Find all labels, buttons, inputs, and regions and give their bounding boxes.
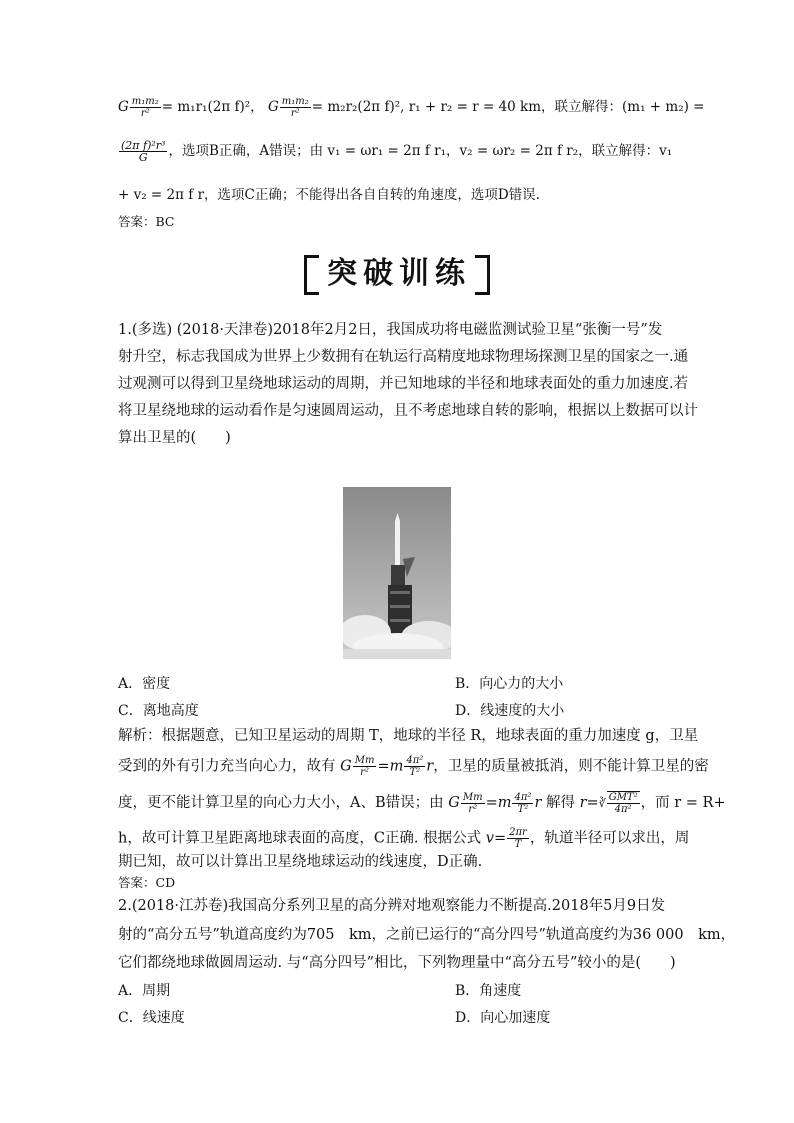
section-banner xyxy=(0,248,794,295)
q1-option-d: D．线速度的大小 xyxy=(455,703,565,719)
q1-analysis-1: 解析：根据题意，已知卫星运动的周期 T，地球的半径 R，地球表面的重力加速度 g，卫星 xyxy=(118,728,699,744)
formula-fraction: $\frac{\text{(2π f)²r³}}{G}$ xyxy=(121,139,166,164)
bracket-right-icon xyxy=(475,255,490,295)
solution-line-1: G $\frac{\text{m₁m₂}}{\text{r²}}$ = m₁r₁(2π f)²， G $\frac{\text{m₁m₂}}{\text{r²}}$ = m₂r₂(2π f)², r₁ + r₂ = r = 40 km，联立解得：(m₁ + m₂) = xyxy=(118,96,705,119)
q1-line-2: 射升空，标志我国成为世界上少数拥有在轨运行高精度地球物理场探测卫星的国家之一.通 xyxy=(118,349,689,365)
q2-option-b: B．角速度 xyxy=(455,983,522,999)
q2-line-2: 射的“高分五号”轨道高度约为705 km，之前已运行的“高分四号”轨道高度约为36 000 km， xyxy=(118,927,736,943)
formula-fraction: $\frac{\text{m₁m₂}}{\text{r²}}$ xyxy=(131,96,159,119)
q1-analysis-3: 度，更不能计算卫星的向心力大小，A、B错误；由 G $\frac{Mm}{\text{r²}}$ =m $\frac{\text{4π²}}{\text{T²}}$ r 解得 r=∛ $\frac{\text{GMT²}}{\text{4π²}}$ ，而 r = R+ xyxy=(118,791,726,815)
formula-fraction: $\frac{\text{GMT²}}{\text{4π²}}$ xyxy=(608,792,638,815)
q1-line-5: 算出卫星的( ) xyxy=(118,430,231,446)
answer-bc: 答案：BC xyxy=(118,214,175,229)
formula-fraction: $\frac{Mm}{\text{r²}}$ xyxy=(354,755,375,778)
q1-line-1: 1.(多选) (2018·天津卷)2018年2月2日，我国成功将电磁监测试验卫星“张衡一号”发 xyxy=(118,322,663,338)
solution-line-2: $\frac{\text{(2π f)²r³}}{G}$ ，选项B正确，A错误；由 v₁ = ωr₁ = 2π f r₁，v₂ = ωr₂ = 2π f r₂，联立解得：v₁ xyxy=(121,139,673,164)
q2-line-1: 2.(2018·江苏卷)我国高分系列卫星的高分辨对地观察能力不断提高.2018年5月9日发 xyxy=(118,898,666,914)
formula-fraction: $\frac{\text{4π²}}{\text{T²}}$ xyxy=(406,755,424,778)
q1-option-a: A．密度 xyxy=(118,676,171,692)
q2-line-3: 它们都绕地球做圆周运动. 与“高分四号”相比，下列物理量中“高分五号”较小的是( ) xyxy=(118,955,676,971)
solution-line-3: + v₂ = 2π f r，选项C正确；不能得出各自自转的角速度，选项D错误. xyxy=(118,187,540,203)
q1-line-3: 过观测可以得到卫星绕地球运动的周期，并已知地球的半径和地球表面处的重力加速度.若 xyxy=(118,376,689,392)
q2-option-d: D．向心加速度 xyxy=(455,1010,551,1026)
q1-option-b: B．向心力的大小 xyxy=(455,676,564,692)
rocket-launch-photo xyxy=(343,487,451,659)
q2-option-c: C．线速度 xyxy=(118,1010,185,1026)
banner-title: 突破训练 xyxy=(327,256,471,291)
answer-cd: 答案：CD xyxy=(118,875,176,890)
formula-fraction: $\frac{\text{4π²}}{\text{T²}}$ xyxy=(514,791,532,815)
q2-option-a: A．周期 xyxy=(118,983,171,999)
formula-fraction: $\frac{\text{m₁m₂}}{\text{r²}}$ xyxy=(281,96,309,119)
bracket-left-icon xyxy=(304,255,319,295)
formula-fraction: $\frac{Mm}{\text{r²}}$ xyxy=(462,791,483,815)
q1-analysis-5: 期已知，故可以计算出卫星绕地球运动的线速度，D正确. xyxy=(118,854,483,870)
q1-analysis-4: h，故可计算卫星距离地球表面的高度，C正确. 根据公式 v= $\frac{2\pi r}{T}$ ，轨道半径可以求出，周 xyxy=(118,827,690,850)
q1-line-4: 将卫星绕地球的运动看作是匀速圆周运动，且不考虑地球自转的影响，根据以上数据可以计 xyxy=(118,403,698,419)
q1-analysis-2: 受到的外有引力充当向心力，故有 G $\frac{Mm}{\text{r²}}$ =m $\frac{\text{4π²}}{\text{T²}}$ r，卫星的质量被抵消，则不能计算卫星的密 xyxy=(118,755,709,778)
formula-fraction: $\frac{2\pi r}{T}$ xyxy=(509,827,527,850)
q1-option-c: C．离地高度 xyxy=(118,703,199,719)
